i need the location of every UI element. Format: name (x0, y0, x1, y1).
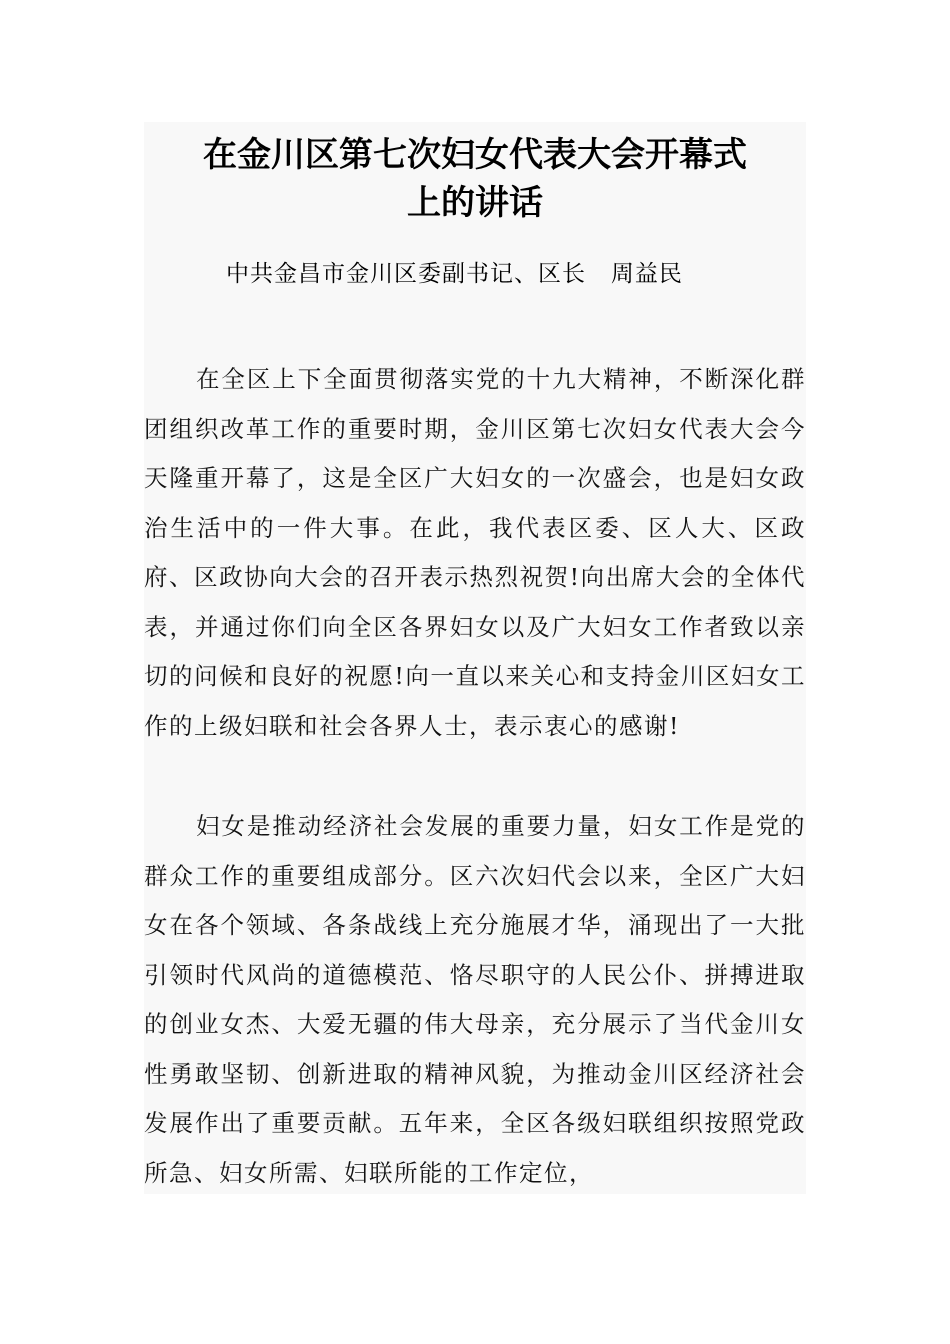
body-paragraph-1: 在全区上下全面贯彻落实党的十九大精神，不断深化群团组织改革工作的重要时期，金川区第七次妇女代表大会今天隆重开幕了，这是全区广大妇女的一次盛会，也是妇女政治生活中的一件大事。在此，我代表区委、区人大、区政府、区政协向大会的召开表示热烈祝贺!向出席大会的全体代表，并通过你们向全区各界妇女以及广大妇女工作者致以亲切的问候和良好的祝愿!向一直以来关心和支持金川区妇女工作的上级妇联和社会各界人士，表示衷心的感谢! (144, 365, 806, 740)
document-title-line-2: 上的讲话 (407, 183, 543, 223)
body-paragraph-2: 妇女是推动经济社会发展的重要力量，妇女工作是党的群众工作的重要组成部分。区六次妇代会以来，全区广大妇女在各个领域、各条战线上充分施展才华，涌现出了一大批引领时代风尚的道德模范、恪尽职守的人民公仆、拼搏进取的创业女杰、大爱无疆的伟大母亲，充分展示了当代金川女性勇敢坚韧、创新进取的精神风貌，为推动金川区经济社会发展作出了重要贡献。五年来，全区各级妇联组织按照党政所急、妇女所需、妇联所能的工作定位， (144, 812, 806, 1187)
author-byline: 中共金昌市金川区委副书记、区长 周益民 (226, 261, 683, 287)
document-title-line-1: 在金川区第七次妇女代表大会开幕式 (203, 135, 747, 175)
